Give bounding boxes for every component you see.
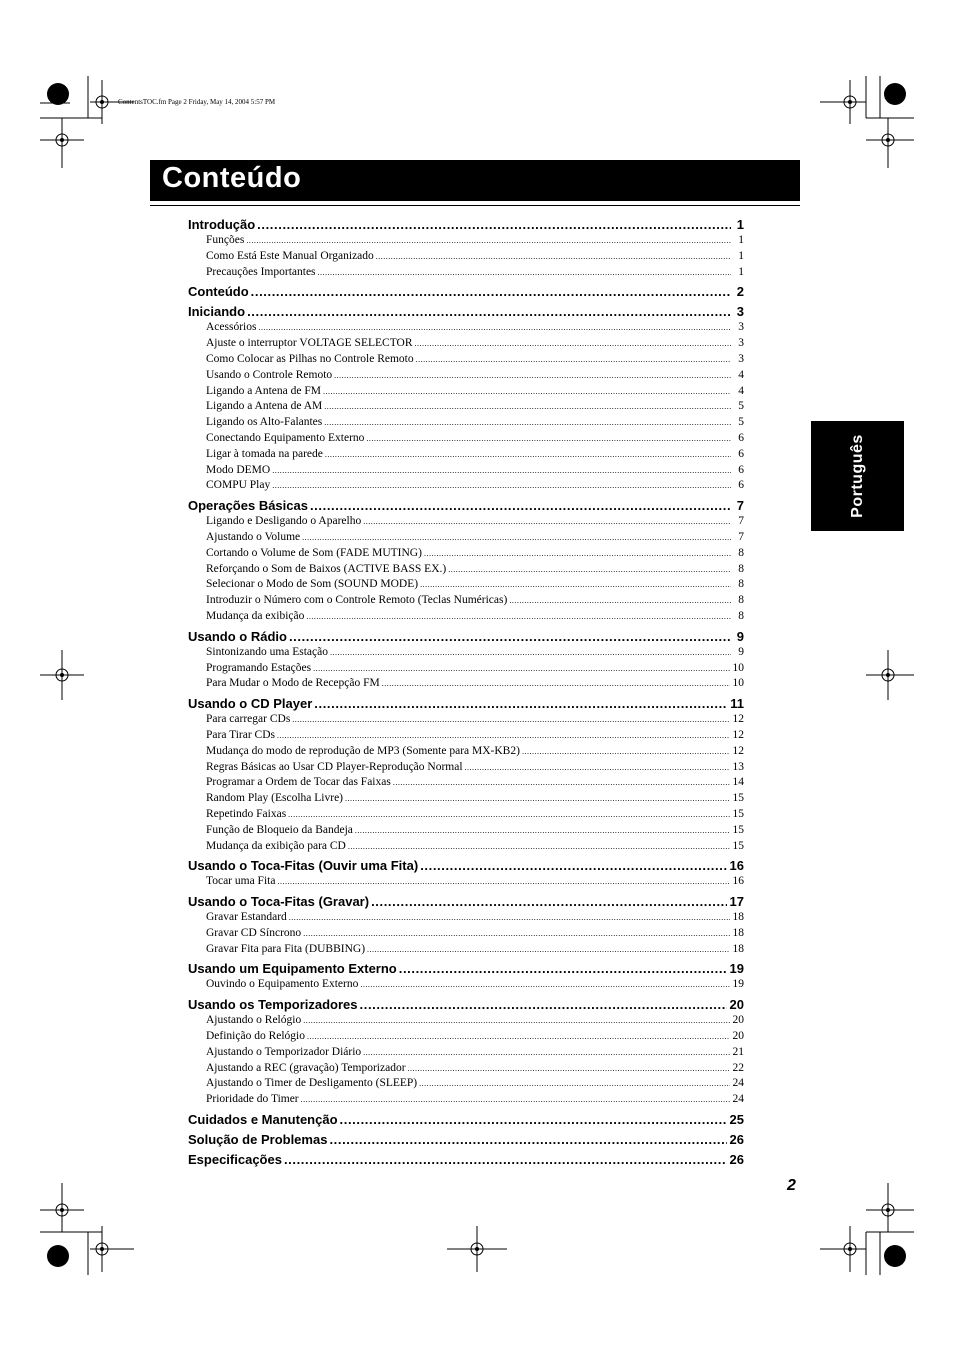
dot-leader (288, 807, 729, 823)
toc-entry[interactable] (188, 249, 744, 265)
file-info-header: ContentsTOC.fm Page 2 Friday, May 14, 2004 5:57 PM (118, 98, 276, 106)
toc-section-title: Usando o Toca-Fitas (Gravar) (188, 894, 370, 910)
toc-entry-title: Como Está Este Manual Organizado (206, 249, 374, 262)
language-tab (811, 421, 904, 531)
toc-entry[interactable] (188, 823, 744, 839)
toc-entry[interactable] (188, 530, 744, 546)
toc-section-title: Operações Básicas (188, 498, 308, 514)
toc-section-title: Iniciando (188, 304, 246, 320)
dot-leader (420, 858, 726, 874)
toc-entry-title: Ajustando o Relógio (206, 1014, 302, 1027)
dot-leader (408, 1061, 730, 1077)
dot-leader (306, 609, 731, 625)
toc-entry[interactable] (188, 431, 744, 447)
dot-leader (522, 744, 730, 760)
toc-entry-page: 10 (732, 661, 744, 674)
dot-leader (303, 1013, 729, 1029)
toc-entry-title: Acessórios (206, 321, 257, 334)
toc-entry-page: 18 (732, 911, 744, 924)
dot-leader (363, 514, 731, 530)
toc-section[interactable] (188, 217, 744, 233)
toc-entry-page: 3 (738, 337, 744, 350)
toc-entry-title: Como Colocar as Pilhas no Controle Remoto (206, 352, 414, 365)
toc-entry-page: 7 (738, 515, 744, 528)
dot-leader (284, 1152, 727, 1168)
toc-entry-page: 3 (738, 321, 744, 334)
toc-entry-page: 12 (732, 744, 744, 757)
toc-entry-page: 6 (738, 431, 744, 444)
dot-leader (247, 304, 731, 320)
dot-leader (334, 368, 731, 384)
toc-section-page: 19 (729, 961, 744, 977)
toc-entry-page: 6 (738, 447, 744, 460)
toc-section-title: Especificações (188, 1152, 282, 1168)
toc-entry-page: 9 (738, 645, 744, 658)
language-tab-label: Português (848, 434, 866, 518)
toc-entry-page: 3 (738, 352, 744, 365)
dot-leader (355, 823, 730, 839)
toc-section[interactable] (188, 1112, 744, 1128)
dot-leader (424, 546, 731, 562)
toc-entry-page: 20 (732, 1030, 744, 1043)
dot-leader (448, 562, 731, 578)
toc-entry[interactable] (188, 661, 744, 677)
dot-leader (303, 926, 729, 942)
toc-entry[interactable] (188, 463, 744, 479)
toc-section[interactable] (188, 997, 744, 1013)
dot-leader (360, 997, 727, 1013)
toc-entry-page: 13 (732, 760, 744, 773)
toc-entry[interactable] (188, 744, 744, 760)
toc-entry[interactable] (188, 562, 744, 578)
dot-leader (302, 530, 731, 546)
toc-entry-title: Reforçando o Som de Baixos (ACTIVE BASS EX.) (206, 562, 447, 575)
toc-entry-title: Ajustando o Temporizador Diário (206, 1045, 362, 1058)
toc-entry-title: Gravar Fita para Fita (DUBBING) (206, 942, 366, 955)
toc-entry[interactable] (188, 1045, 744, 1061)
toc-section-page: 26 (729, 1132, 744, 1148)
dot-leader (324, 415, 731, 431)
toc-section[interactable] (188, 284, 744, 300)
toc-entry-page: 15 (732, 823, 744, 836)
toc-entry[interactable] (188, 609, 744, 625)
toc-entry-title: Função de Bloqueio da Bandeja (206, 823, 353, 836)
toc-section[interactable] (188, 304, 744, 320)
toc-entry-title: Programando Estações (206, 661, 312, 674)
toc-section-page: 7 (736, 498, 744, 514)
toc-entry-title: Programar a Ordem de Tocar das Faixas (206, 776, 391, 789)
page-title: Conteúdo (162, 162, 302, 194)
toc-entry-title: Para Mudar o Modo de Recepção FM (206, 677, 380, 690)
toc-entry-page: 8 (738, 594, 744, 607)
toc-entry[interactable] (188, 807, 744, 823)
dot-leader (330, 645, 731, 661)
dot-leader (292, 712, 729, 728)
toc-section[interactable] (188, 961, 744, 977)
toc-entry[interactable] (188, 728, 744, 744)
dot-leader (324, 399, 731, 415)
toc-entry-page: 10 (732, 677, 744, 690)
toc-entry-page: 22 (732, 1061, 744, 1074)
table-of-contents (188, 217, 744, 1168)
toc-section-page: 3 (736, 304, 744, 320)
dot-leader (360, 977, 729, 993)
dot-leader (272, 478, 731, 494)
toc-section[interactable] (188, 1132, 744, 1148)
toc-section-title: Usando o Toca-Fitas (Ouvir uma Fita) (188, 858, 419, 874)
toc-entry-title: Regras Básicas ao Usar CD Player-Reprodução Normal (206, 760, 463, 773)
dot-leader (465, 760, 730, 776)
toc-section-title: Usando os Temporizadores (188, 997, 358, 1013)
toc-entry[interactable] (188, 874, 744, 890)
toc-entry-title: Mudança da exibição para CD (206, 839, 346, 852)
toc-entry[interactable] (188, 942, 744, 958)
toc-entry-title: Ligando a Antena de FM (206, 384, 321, 397)
dot-leader (301, 1092, 730, 1108)
toc-section[interactable] (188, 894, 744, 910)
dot-leader (367, 942, 729, 958)
dot-leader (345, 791, 729, 807)
toc-entry-title: Precauções Importantes (206, 265, 316, 278)
toc-entry-page: 14 (732, 776, 744, 789)
toc-section-title: Usando o CD Player (188, 696, 313, 712)
toc-entry-title: Ligando os Alto-Falantes (206, 416, 323, 429)
toc-entry-page: 4 (738, 384, 744, 397)
toc-section[interactable] (188, 1152, 744, 1168)
toc-entry-page: 15 (732, 792, 744, 805)
toc-entry-page: 12 (732, 713, 744, 726)
dot-leader (246, 233, 731, 249)
dot-leader (257, 217, 731, 233)
dot-leader (251, 284, 731, 300)
toc-entry-title: Definição do Relógio (206, 1030, 306, 1043)
toc-entry[interactable] (188, 399, 744, 415)
toc-entry-title: Tocar uma Fita (206, 875, 276, 888)
toc-section-page: 11 (730, 696, 744, 712)
dot-leader (277, 874, 729, 890)
toc-section-title: Cuidados e Manutenção (188, 1112, 338, 1128)
toc-entry-title: Repetindo Faixas (206, 807, 287, 820)
toc-entry-page: 24 (732, 1077, 744, 1090)
toc-entry-title: Prioridade do Timer (206, 1093, 299, 1106)
page-title-bar (150, 160, 800, 201)
toc-entry[interactable] (188, 447, 744, 463)
toc-entry[interactable] (188, 977, 744, 993)
toc-entry-title: Conectando Equipamento Externo (206, 431, 365, 444)
toc-entry-title: Funções (206, 234, 245, 246)
toc-entry-page: 8 (738, 578, 744, 591)
toc-section-page: 17 (729, 894, 744, 910)
toc-entry[interactable] (188, 760, 744, 776)
dot-leader (258, 320, 731, 336)
dot-leader (419, 1076, 729, 1092)
toc-entry-page: 1 (738, 234, 744, 246)
toc-entry[interactable] (188, 415, 744, 431)
toc-entry-page: 8 (738, 609, 744, 622)
dot-leader (416, 352, 731, 368)
toc-entry-title: Ligando e Desligando o Aparelho (206, 515, 362, 528)
dot-leader (277, 728, 729, 744)
toc-section-page: 9 (736, 628, 744, 644)
toc-entry-title: Ajustando o Timer de Desligamento (SLEEP) (206, 1077, 418, 1090)
toc-entry-page: 12 (732, 728, 744, 741)
toc-entry[interactable] (188, 1029, 744, 1045)
dot-leader (340, 1112, 727, 1128)
toc-entry-title: Ligar à tomada na parede (206, 447, 323, 460)
toc-entry[interactable] (188, 233, 744, 249)
toc-section-title: Introdução (188, 217, 256, 232)
toc-entry-title: Ouvindo o Equipamento Externo (206, 978, 359, 991)
toc-entry[interactable] (188, 336, 744, 352)
dot-leader (329, 1132, 726, 1148)
toc-entry-title: Selecionar o Modo de Som (SOUND MODE) (206, 578, 419, 591)
toc-entry-title: Modo DEMO (206, 463, 271, 476)
toc-section[interactable] (188, 696, 744, 712)
toc-entry[interactable] (188, 926, 744, 942)
dot-leader (420, 577, 731, 593)
toc-entry-page: 21 (732, 1045, 744, 1058)
dot-leader (272, 463, 731, 479)
toc-entry[interactable] (188, 368, 744, 384)
page-number: 2 (787, 1177, 796, 1194)
toc-section-page: 1 (736, 217, 744, 232)
toc-entry-page: 6 (738, 479, 744, 492)
toc-entry-page: 5 (738, 400, 744, 413)
toc-entry-page: 1 (738, 265, 744, 278)
dot-leader (366, 431, 731, 447)
toc-entry[interactable] (188, 645, 744, 661)
dot-leader (382, 676, 730, 692)
toc-entry-page: 7 (738, 530, 744, 543)
toc-section-page: 26 (729, 1152, 744, 1168)
toc-section-title: Usando o Rádio (188, 628, 287, 644)
toc-entry[interactable] (188, 546, 744, 562)
toc-entry[interactable] (188, 577, 744, 593)
toc-entry[interactable] (188, 514, 744, 530)
toc-entry[interactable] (188, 1061, 744, 1077)
toc-entry[interactable] (188, 712, 744, 728)
toc-entry-title: Gravar Estandard (206, 911, 287, 924)
dot-leader (314, 696, 727, 712)
dot-leader (399, 961, 727, 977)
toc-entry-title: Ajustando a REC (gravação) Temporizador (206, 1061, 406, 1074)
toc-section-page: 2 (736, 284, 744, 300)
dot-leader (348, 839, 730, 855)
toc-entry-title: Ajustando o Volume (206, 530, 301, 543)
toc-entry-title: Introduzir o Número com o Controle Remoto (Teclas Numéricas) (206, 594, 508, 607)
toc-entry[interactable] (188, 265, 744, 281)
toc-entry[interactable] (188, 478, 744, 494)
toc-entry-page: 8 (738, 562, 744, 575)
toc-entry[interactable] (188, 791, 744, 807)
toc-section[interactable] (188, 498, 744, 514)
dot-leader (371, 894, 726, 910)
toc-entry-title: Para carregar CDs (206, 713, 291, 726)
toc-entry[interactable] (188, 593, 744, 609)
title-rule (150, 205, 800, 206)
toc-entry[interactable] (188, 1092, 744, 1108)
dot-leader (323, 384, 731, 400)
toc-entry-title: Ligando a Antena de AM (206, 400, 323, 413)
toc-entry[interactable] (188, 352, 744, 368)
toc-entry-page: 6 (738, 463, 744, 476)
toc-entry-title: Cortando o Volume de Som (FADE MUTING) (206, 546, 422, 559)
dot-leader (289, 629, 731, 645)
dot-leader (415, 336, 732, 352)
toc-entry-page: 19 (732, 978, 744, 991)
toc-entry-page: 5 (738, 416, 744, 429)
toc-entry-page: 4 (738, 368, 744, 381)
toc-entry-page: 24 (732, 1093, 744, 1106)
toc-entry[interactable] (188, 320, 744, 336)
dot-leader (376, 249, 731, 265)
toc-entry[interactable] (188, 839, 744, 855)
dot-leader (307, 1029, 729, 1045)
toc-entry-title: Sintonizando uma Estação (206, 645, 328, 658)
toc-entry-title: Mudança do modo de reprodução de MP3 (Somente para MX-KB2) (206, 744, 520, 757)
toc-section-title: Solução de Problemas (188, 1132, 328, 1148)
toc-entry[interactable] (188, 775, 744, 791)
toc-entry-title: Para Tirar CDs (206, 728, 276, 741)
toc-entry[interactable] (188, 1013, 744, 1029)
dot-leader (313, 661, 729, 677)
toc-entry-page: 15 (732, 807, 744, 820)
toc-section-title: Usando um Equipamento Externo (188, 961, 397, 977)
toc-entry-title: Random Play (Escolha Livre) (206, 792, 344, 805)
toc-entry-title: COMPU Play (206, 479, 271, 492)
toc-entry-page: 1 (738, 249, 744, 262)
toc-section-page: 20 (729, 997, 744, 1013)
toc-section[interactable] (188, 629, 744, 645)
toc-section[interactable] (188, 858, 744, 874)
toc-entry-page: 15 (732, 839, 744, 852)
dot-leader (289, 910, 730, 926)
toc-entry-page: 20 (732, 1014, 744, 1027)
dot-leader (325, 447, 731, 463)
toc-entry-page: 18 (732, 926, 744, 939)
toc-section-page: 16 (729, 858, 744, 874)
dot-leader (318, 265, 731, 281)
toc-entry[interactable] (188, 1076, 744, 1092)
dot-leader (509, 593, 731, 609)
toc-entry-page: 16 (732, 875, 744, 888)
dot-leader (393, 775, 730, 791)
toc-entry-title: Mudança da exibição (206, 609, 305, 622)
toc-entry-title: Ajuste o interruptor VOLTAGE SELECTOR (206, 337, 413, 350)
dot-leader (363, 1045, 729, 1061)
toc-entry[interactable] (188, 384, 744, 400)
toc-entry[interactable] (188, 676, 744, 692)
toc-entry-page: 18 (732, 942, 744, 955)
toc-entry-title: Usando o Controle Remoto (206, 368, 333, 381)
toc-entry[interactable] (188, 910, 744, 926)
toc-entry-title: Gravar CD Síncrono (206, 926, 302, 939)
dot-leader (310, 498, 731, 514)
toc-section-title: Conteúdo (188, 284, 249, 300)
toc-entry-page: 8 (738, 546, 744, 559)
toc-section-page: 25 (729, 1112, 744, 1128)
